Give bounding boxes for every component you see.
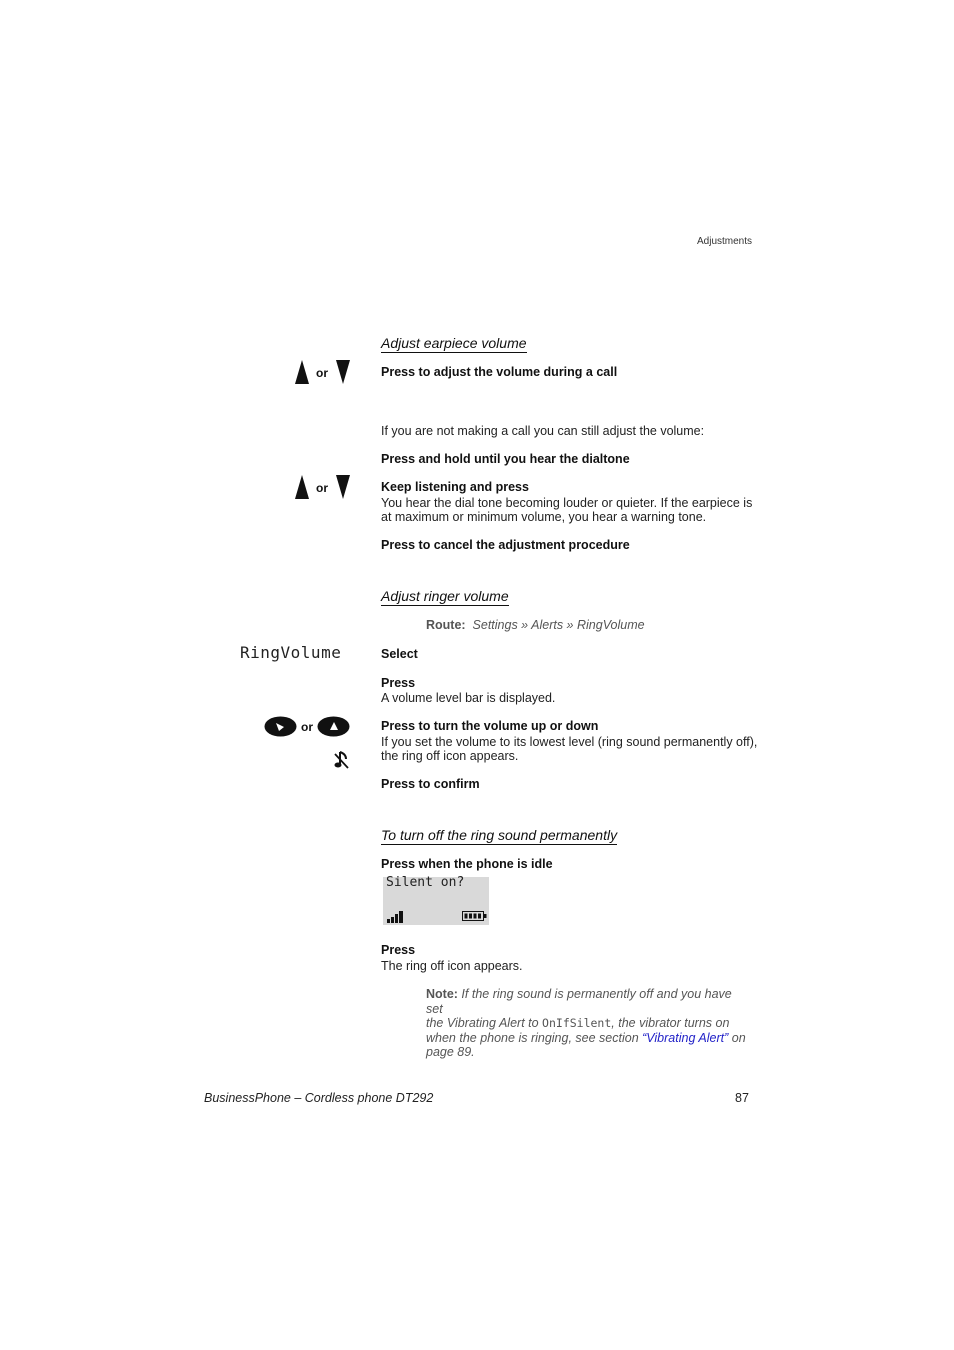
step-turn-volume: Press to turn the volume up or down [381, 719, 599, 733]
step-keep-listening-desc-2: at maximum or minimum volume, you hear a warning tone. [381, 510, 707, 524]
page-number: 87 [735, 1091, 749, 1105]
section-title-ringer: Adjust ringer volume [381, 588, 509, 604]
step-confirm: Press to confirm [381, 777, 480, 791]
vibrating-alert-link[interactable]: “Vibrating Alert” [642, 1030, 729, 1045]
display-label-ringvolume: RingVolume [240, 643, 342, 662]
step-turn-volume-desc-2: the ring off icon appears. [381, 749, 519, 763]
or-label: or [301, 720, 313, 734]
step-select: Select [381, 647, 418, 661]
intro-text: If you are not making a call you can still adjust the volume: [381, 424, 705, 438]
running-header: Adjustments [697, 236, 753, 247]
phone-display [383, 877, 489, 925]
setting-value: OnIfSilent [542, 1016, 612, 1030]
section-title-earpiece: Adjust earpiece volume [381, 335, 527, 351]
signal-strength-icon [387, 910, 405, 923]
step-keep-listening-desc-1: You hear the dial tone becoming louder or quieter. If the earpiece is [381, 496, 753, 510]
footer-title: BusinessPhone – Cordless phone DT292 [204, 1091, 434, 1105]
step-press-desc: A volume level bar is displayed. [381, 691, 556, 705]
volume-up-key-icon [317, 716, 350, 737]
display-text: Silent on? [386, 875, 465, 890]
step-press-hold: Press and hold until you hear the dialtone [381, 452, 630, 466]
down-arrow-key-icon [336, 475, 350, 499]
or-label: or [316, 481, 328, 495]
up-arrow-key-icon [295, 475, 309, 499]
section-title-ringoff: To turn off the ring sound permanently [381, 827, 618, 843]
step-press: Press [381, 676, 416, 690]
step-press-2-desc: The ring off icon appears. [381, 959, 523, 973]
route-line [426, 618, 645, 632]
or-label: or [316, 366, 328, 380]
volume-down-key-icon [264, 716, 297, 737]
route-label: Route: [426, 618, 466, 632]
note-block: Note: If the ring sound is permanently off and you have set the Vibrating Alert to OnIfSilent, the vibrator turns on when the phone is ringing, see section “Vibrating Alert” on page 89. [426, 987, 746, 1059]
ring-off-icon [334, 750, 350, 770]
step-keep-listening: Keep listening and press [381, 480, 529, 494]
step-press-idle: Press when the phone is idle [381, 857, 553, 871]
step-cancel: Press to cancel the adjustment procedure [381, 538, 630, 552]
up-arrow-key-icon [295, 360, 309, 384]
down-arrow-key-icon [336, 360, 350, 384]
step-turn-volume-desc-1: If you set the volume to its lowest level (ring sound permanently off), [381, 735, 758, 749]
step-press-2: Press [381, 943, 416, 957]
step-adjust-during-call: Press to adjust the volume during a call [381, 365, 618, 379]
note-label: Note: [426, 987, 458, 1001]
route-path: Settings » Alerts » RingVolume [472, 618, 645, 632]
battery-icon [462, 911, 487, 921]
